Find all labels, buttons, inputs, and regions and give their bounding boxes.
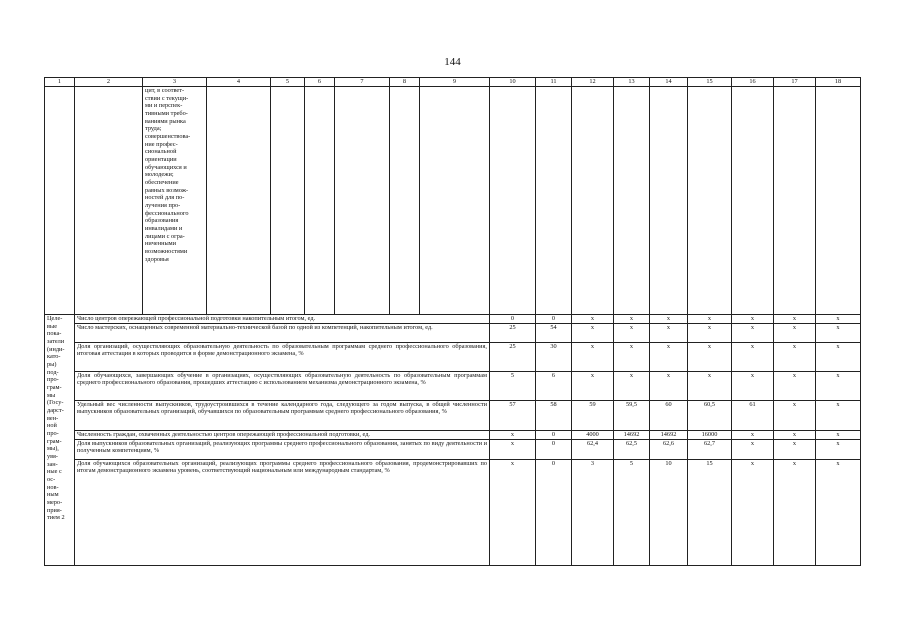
side-label-line: мы), [47, 445, 59, 453]
objectives-line: ние профес- [145, 140, 178, 148]
indicator-value: х [688, 342, 732, 371]
indicator-value: х [650, 342, 688, 371]
indicator-value: 60,5 [688, 400, 732, 430]
objectives-line: лицами с огра- [145, 232, 185, 240]
indicator-value: 25 [490, 323, 536, 342]
indicator-value: 62,6 [650, 439, 688, 459]
objectives-line: ностей для по- [145, 194, 185, 202]
indicator-value: х [572, 342, 614, 371]
indicator-value: 59,5 [614, 400, 650, 430]
indicator-value: х [650, 323, 688, 342]
indicators-side-label [45, 315, 75, 566]
objectives-line: инвалидами и [145, 225, 183, 233]
indicator-value: 4000 [572, 430, 614, 439]
objectives-line: ствии с текущи- [145, 94, 189, 102]
indicator-value: х [732, 342, 774, 371]
indicator-value: х [732, 439, 774, 459]
indicator-value: 57 [490, 400, 536, 430]
side-label-line: меро- [47, 499, 63, 507]
indicator-name: Удельный вес численности выпускников, трудоустроившихся в течение календарного года, следующего за годом выпуска, в общей численности выпускников образовательных организаций, обучавшихся по образовательным программам среднего профессионального образования, % [75, 400, 490, 430]
side-label-line: грам- [47, 384, 62, 392]
indicator-name: Доля организаций, осуществляющих образовательную деятельность по образовательным программам среднего профессионального образования, итоговая аттестация в которых проводится в форме демонстрационного экзамена, % [75, 342, 490, 371]
indicator-value: 25 [490, 342, 536, 371]
indicator-value: 14692 [614, 430, 650, 439]
side-label-line: увя- [47, 453, 59, 461]
column-number: 5 [271, 78, 305, 87]
objectives-line: сиональной [145, 148, 177, 156]
side-label-line: ной [47, 422, 57, 430]
objectives-line: ниченными [145, 240, 177, 248]
side-label-line: пока- [47, 330, 62, 338]
indicator-row [45, 439, 861, 459]
indicator-value: х [490, 430, 536, 439]
objectives-line: совершенствова- [145, 133, 191, 141]
indicator-value: 0 [536, 315, 572, 324]
indicator-value: х [774, 400, 816, 430]
indicator-row [45, 400, 861, 430]
indicator-value: х [774, 315, 816, 324]
indicator-value: 62,4 [572, 439, 614, 459]
indicator-value: х [774, 430, 816, 439]
objectives-line: лучения про- [145, 202, 181, 210]
objectives-line: обучающихся и [145, 163, 187, 171]
objectives-line: тивными требо- [145, 110, 188, 118]
objectives-line: обеспечение [145, 179, 179, 187]
indicator-value: х [572, 315, 614, 324]
indicator-value: х [614, 315, 650, 324]
column-number-row [45, 78, 861, 87]
indicator-value: х [650, 315, 688, 324]
side-label-line: (инди- [47, 345, 65, 353]
side-label-line: ным [47, 491, 59, 499]
column-number: 6 [305, 78, 335, 87]
side-label-line: прия- [47, 506, 62, 514]
indicator-value: х [732, 315, 774, 324]
indicator-value: 14692 [650, 430, 688, 439]
indicator-value: 0 [536, 459, 572, 565]
indicator-value: 5 [614, 459, 650, 565]
indicator-value: 10 [650, 459, 688, 565]
column-number: 15 [688, 78, 732, 87]
program-indicators-table [44, 77, 861, 566]
indicator-value: х [816, 315, 861, 324]
objectives-line: равных возмож- [145, 186, 189, 194]
indicator-value: х [732, 371, 774, 400]
indicator-value: 62,5 [614, 439, 650, 459]
side-label-line: под- [47, 368, 59, 376]
indicator-name: Доля обучающихся образовательных организаций, реализующих программы среднего профессионального образования, продемонстрировавших по итогам демонстрационного экзамена уровень, соответствующий национальным или международным стандартам, % [75, 459, 490, 565]
indicator-value: 58 [536, 400, 572, 430]
page-number: 144 [444, 56, 461, 68]
side-label-line: грам- [47, 437, 62, 445]
indicator-value: х [774, 439, 816, 459]
column-number: 11 [536, 78, 572, 87]
indicator-value: х [688, 371, 732, 400]
column-number: 12 [572, 78, 614, 87]
indicator-value: х [816, 342, 861, 371]
side-label-line: Целе- [47, 315, 63, 322]
indicator-name: Доля обучающихся, завершающих обучение в организациях, осуществляющих образовательную деятельность по образовательным программам среднего профессионального образования, прошедших аттестацию с использованием механизма демонстрационного экзамена, % [75, 371, 490, 400]
column-number: 8 [390, 78, 420, 87]
objectives-line: труда; [145, 125, 162, 133]
indicator-value: 30 [536, 342, 572, 371]
indicator-row [45, 430, 861, 439]
indicator-value: х [688, 315, 732, 324]
column-number: 16 [732, 78, 774, 87]
indicator-row [45, 371, 861, 400]
indicator-value: 0 [536, 439, 572, 459]
column-number: 1 [45, 78, 75, 87]
continuation-row [45, 87, 861, 315]
objectives-line: цит, в соответ- [145, 87, 185, 94]
indicator-value: х [774, 371, 816, 400]
indicator-value: 3 [572, 459, 614, 565]
indicator-name: Число центров опережающей профессиональной подготовки накопительным итогом, ед. [75, 315, 490, 324]
indicator-value: х [688, 323, 732, 342]
indicator-value: х [732, 323, 774, 342]
side-label-line: вые [47, 322, 57, 330]
indicator-row [45, 323, 861, 342]
indicator-value: 61 [732, 400, 774, 430]
objectives-line: возможностями [145, 248, 188, 256]
column-number: 2 [75, 78, 143, 87]
indicator-value: 5 [490, 371, 536, 400]
indicator-value: 60 [650, 400, 688, 430]
side-label-line: дарст- [47, 407, 64, 415]
side-label-line: мы [47, 391, 56, 399]
indicator-row [45, 315, 861, 324]
indicator-row [45, 342, 861, 371]
side-label-line: ос- [47, 476, 56, 484]
objectives-cell [143, 87, 207, 315]
indicator-value: 0 [536, 430, 572, 439]
objectives-line: ми и перспек- [145, 102, 183, 110]
indicator-value: 54 [536, 323, 572, 342]
side-label-line: като- [47, 353, 61, 361]
side-label-line: зан- [47, 460, 58, 468]
indicator-value: х [614, 323, 650, 342]
side-label-line: про- [47, 430, 59, 438]
indicator-value: х [774, 342, 816, 371]
column-number: 10 [490, 78, 536, 87]
column-number: 7 [335, 78, 390, 87]
objectives-line: фессионального [145, 209, 189, 217]
indicator-value: х [816, 459, 861, 565]
side-label-line: вен- [47, 414, 59, 422]
indicator-value: х [614, 342, 650, 371]
indicator-value: 15 [688, 459, 732, 565]
indicator-value: х [572, 323, 614, 342]
column-number: 9 [420, 78, 490, 87]
indicator-row [45, 459, 861, 565]
objectives-line: ваниями рынка [145, 117, 186, 125]
indicator-value: х [490, 459, 536, 565]
indicator-value: х [774, 459, 816, 565]
side-label-line: тием 2 [47, 514, 65, 522]
side-label-line: ры) [47, 361, 57, 369]
indicator-value: х [774, 323, 816, 342]
indicator-value: 6 [536, 371, 572, 400]
indicator-value: х [816, 323, 861, 342]
indicator-value: х [816, 371, 861, 400]
indicator-value: х [816, 400, 861, 430]
objectives-line: молодежи; [145, 171, 174, 179]
indicator-value: х [732, 459, 774, 565]
indicator-value: 62,7 [688, 439, 732, 459]
indicator-name: Численность граждан, охваченных деятельностью центров опережающей профессиональной подготовки, ед. [75, 430, 490, 439]
indicator-value: х [732, 430, 774, 439]
side-label-line: ные с [47, 468, 62, 476]
indicator-value: х [614, 371, 650, 400]
side-label-line: нов- [47, 483, 59, 491]
side-label-line: про- [47, 376, 59, 384]
indicator-value: х [490, 439, 536, 459]
indicator-value: х [816, 439, 861, 459]
objectives-line: ориентации [145, 156, 177, 164]
objectives-line: образования [145, 217, 179, 225]
indicator-name: Доля выпускников образовательных организаций, реализующих программы среднего профессионального образования, занятых по виду деятельности и полученным компетенциям, % [75, 439, 490, 459]
side-label-line: (Госу- [47, 399, 64, 407]
objectives-line: здоровья [145, 255, 169, 263]
column-number: 4 [207, 78, 271, 87]
indicator-value: 16000 [688, 430, 732, 439]
side-label-line: затели [47, 338, 65, 346]
column-number: 18 [816, 78, 861, 87]
column-number: 13 [614, 78, 650, 87]
column-number: 17 [774, 78, 816, 87]
indicator-value: 0 [490, 315, 536, 324]
column-number: 3 [143, 78, 207, 87]
indicator-value: 59 [572, 400, 614, 430]
indicator-value: х [816, 430, 861, 439]
indicator-value: х [572, 371, 614, 400]
column-number: 14 [650, 78, 688, 87]
indicator-name: Число мастерских, оснащенных современной материально-технической базой по одной из компетенций, накопительным итогом, ед. [75, 323, 490, 342]
indicator-value: х [650, 371, 688, 400]
